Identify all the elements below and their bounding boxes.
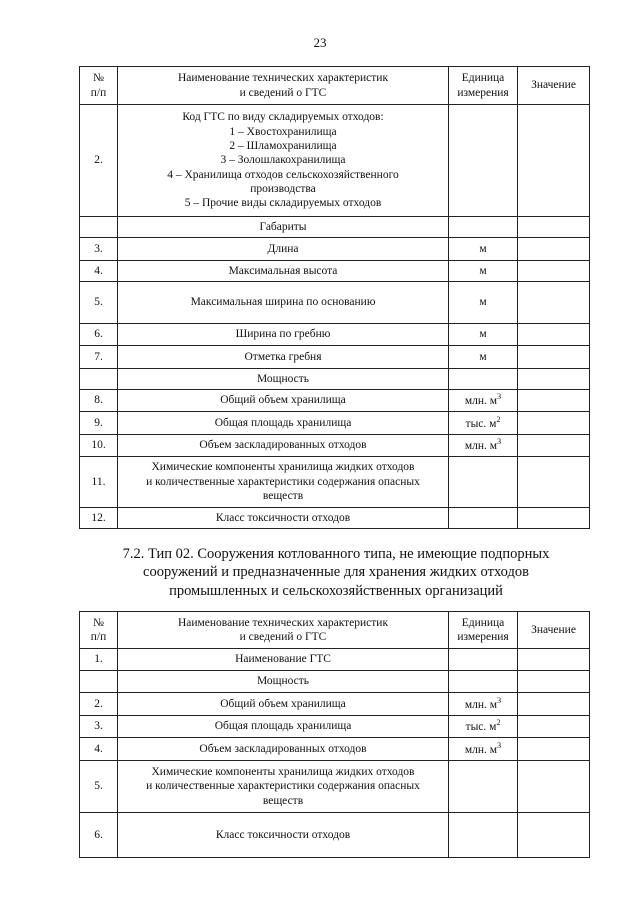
row-name: Класс токсичности отходов [118, 508, 449, 529]
section-heading-7-2: 7.2. Тип 02. Сооружения котлованного типа, не имеющие подпорных сооружений и предназначенные для хранения жидких отходов промышленных и сельскохозяйственных организаций [122, 546, 550, 599]
row-number: 3. [80, 716, 118, 738]
row-value [518, 412, 590, 435]
header-unit: Единица измерения [449, 67, 518, 105]
row-name: Наименование ГТС [118, 649, 449, 671]
row-name: Общий объем хранилища [118, 693, 449, 716]
row-value [518, 716, 590, 738]
row-name: Химические компоненты хранилища жидких отходов и количественные характеристики содержания опасных веществ [118, 761, 449, 813]
table-row [80, 761, 590, 813]
header-number: № п/п [80, 612, 118, 649]
row-number: 10. [80, 435, 118, 457]
row-unit [449, 457, 518, 508]
row-value [518, 457, 590, 508]
table-row [80, 693, 590, 716]
row-name: Общая площадь хранилища [118, 412, 449, 435]
row-unit: м [449, 324, 518, 346]
table-type-01-characteristics [79, 66, 590, 529]
table-row [80, 508, 590, 529]
row-unit: м [449, 282, 518, 324]
row-number: 4. [80, 738, 118, 761]
table-row [80, 238, 590, 261]
row-name: Код ГТС по виду складируемых отходов: 1 – Хвостохранилища 2 – Шламохранилища 3 – Золошлакохранилища 4 – Хранилища отходов сельскохозяйственного производства 5 – Прочие виды складируемых отходов [118, 105, 449, 217]
row-name: Отметка гребня [118, 346, 449, 369]
table-row [80, 457, 590, 508]
row-number: 9. [80, 412, 118, 435]
table-row [80, 649, 590, 671]
row-value [518, 738, 590, 761]
row-unit [449, 761, 518, 813]
row-unit: м [449, 261, 518, 282]
row-value [518, 508, 590, 529]
section-row [80, 217, 590, 238]
table-type-02-characteristics [79, 611, 590, 858]
table-header-row [80, 612, 590, 649]
section-row [80, 671, 590, 693]
table-row [80, 346, 590, 369]
row-name: Максимальная ширина по основанию [118, 282, 449, 324]
row-value [518, 261, 590, 282]
row-value [518, 324, 590, 346]
row-unit [449, 508, 518, 529]
table-row [80, 105, 590, 217]
row-unit: млн. $м^3$ [449, 435, 518, 457]
row-number: 4. [80, 261, 118, 282]
row-name: Длина [118, 238, 449, 261]
section-row [80, 369, 590, 390]
row-number: 7. [80, 346, 118, 369]
row-number: 6. [80, 324, 118, 346]
row-unit [449, 105, 518, 217]
row-number: 1. [80, 649, 118, 671]
header-number: № п/п [80, 67, 118, 105]
row-value [518, 105, 590, 217]
table-row [80, 261, 590, 282]
row-number: 2. [80, 693, 118, 716]
row-unit: млн. $м^3$ [449, 390, 518, 412]
row-value [518, 238, 590, 261]
row-unit: млн. $м^3$ [449, 693, 518, 716]
table-row [80, 716, 590, 738]
row-name: Химические компоненты хранилища жидких отходов и количественные характеристики содержания опасных веществ [118, 457, 449, 508]
row-number: 3. [80, 238, 118, 261]
table-row [80, 282, 590, 324]
row-unit: м [449, 346, 518, 369]
row-unit: млн. $м^3$ [449, 738, 518, 761]
table-row [80, 390, 590, 412]
table-row [80, 813, 590, 858]
row-unit [449, 813, 518, 858]
section-label-moshchnost: Мощность [118, 671, 449, 693]
row-number: 12. [80, 508, 118, 529]
page-number: 23 [313, 35, 327, 50]
row-name: Класс токсичности отходов [118, 813, 449, 858]
table-row [80, 324, 590, 346]
header-unit: Единица измерения [449, 612, 518, 649]
row-value [518, 693, 590, 716]
table-header-row [80, 67, 590, 105]
header-value: Значение [518, 612, 590, 649]
row-number: 5. [80, 761, 118, 813]
row-name: Объем заскладированных отходов [118, 738, 449, 761]
table-row [80, 412, 590, 435]
row-name: Объем заскладированных отходов [118, 435, 449, 457]
table-row [80, 738, 590, 761]
row-number: 11. [80, 457, 118, 508]
row-value [518, 282, 590, 324]
row-value [518, 649, 590, 671]
row-value [518, 435, 590, 457]
row-value [518, 390, 590, 412]
section-label-gabarity: Габариты [118, 217, 449, 238]
row-number: 8. [80, 390, 118, 412]
row-value [518, 346, 590, 369]
table-row [80, 435, 590, 457]
row-name: Общая площадь хранилища [118, 716, 449, 738]
row-value [518, 761, 590, 813]
row-number: 5. [80, 282, 118, 324]
row-unit: тыс. $м^2$ [449, 716, 518, 738]
row-value [518, 813, 590, 858]
row-unit: м [449, 238, 518, 261]
header-name: Наименование технических характеристик и сведений о ГТС [118, 612, 449, 649]
row-number: 2. [80, 105, 118, 217]
row-name: Общий объем хранилища [118, 390, 449, 412]
header-value: Значение [518, 67, 590, 105]
row-unit [449, 649, 518, 671]
header-name: Наименование технических характеристик и сведений о ГТС [118, 67, 449, 105]
row-number: 6. [80, 813, 118, 858]
section-label-moshchnost: Мощность [118, 369, 449, 390]
row-name: Ширина по гребню [118, 324, 449, 346]
row-unit: тыс. $м^2$ [449, 412, 518, 435]
row-name: Максимальная высота [118, 261, 449, 282]
